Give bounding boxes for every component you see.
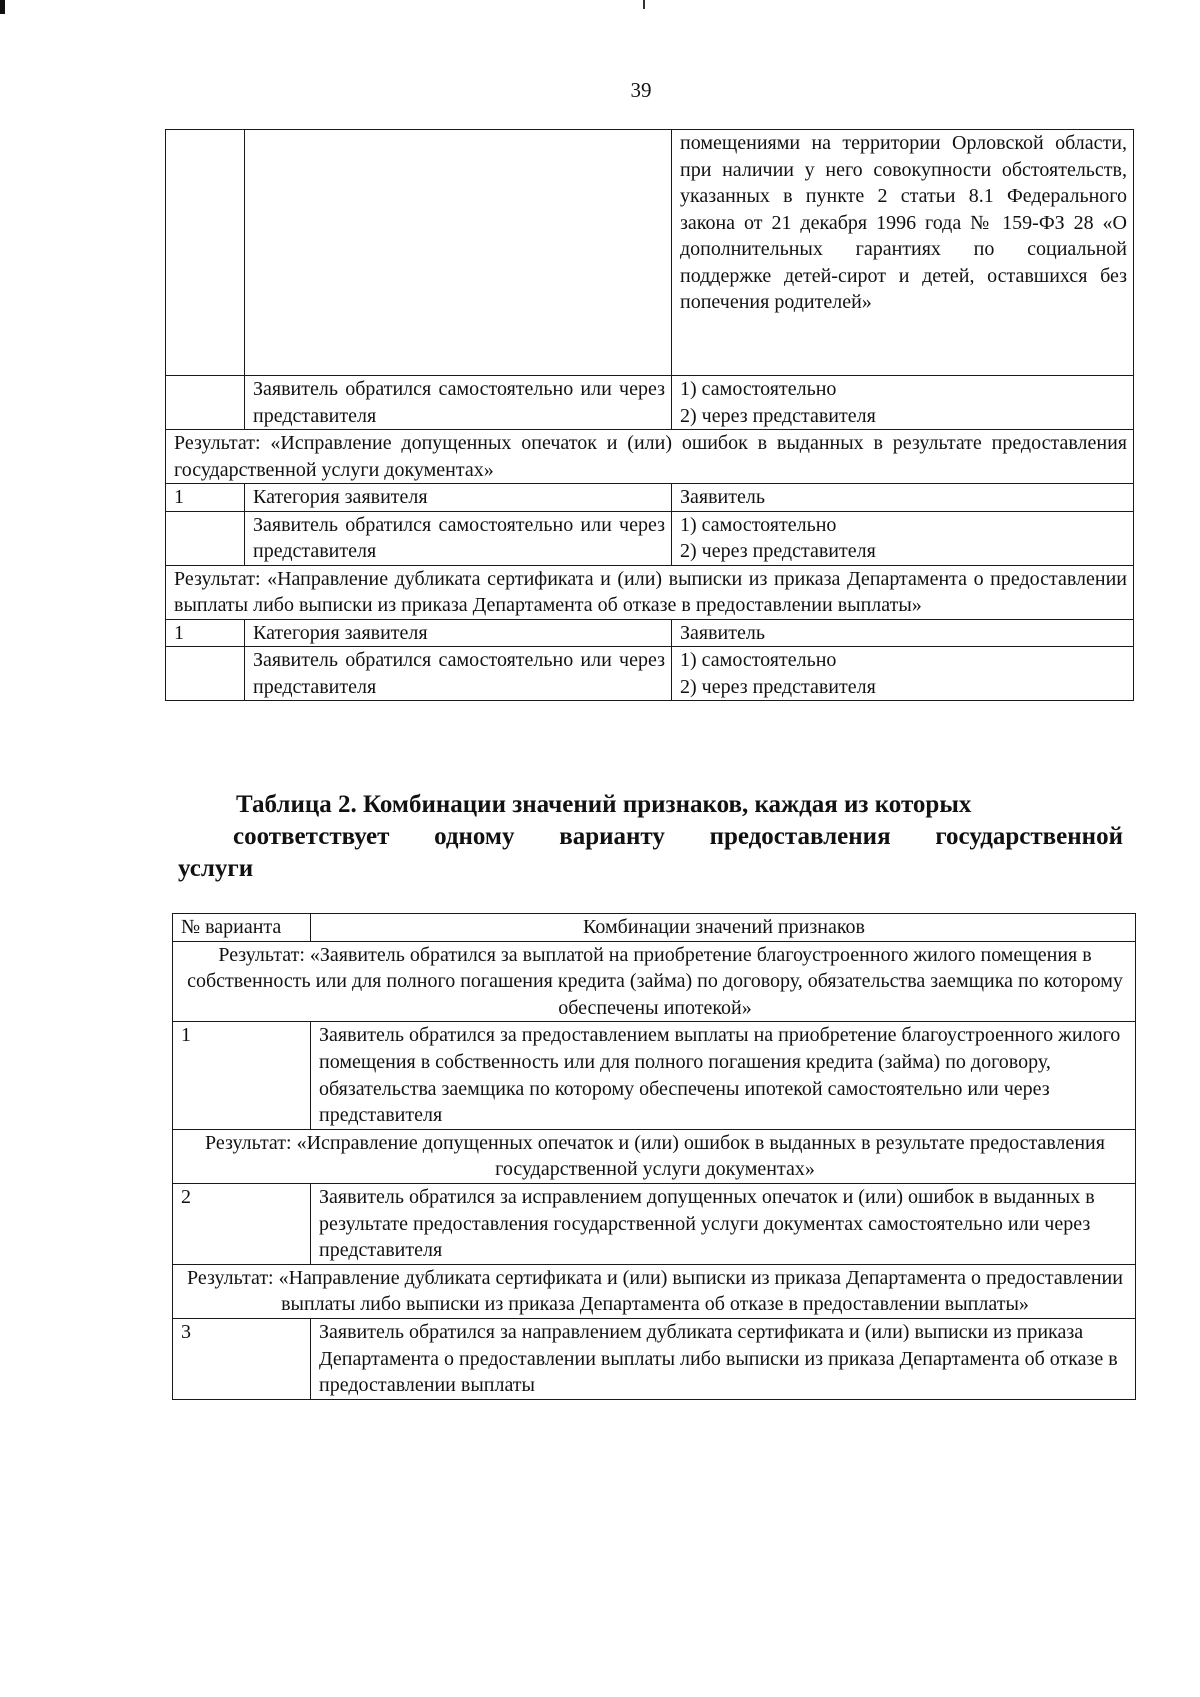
criteria-value-cell bbox=[672, 511, 1134, 565]
row-number-cell: 1 bbox=[166, 619, 245, 647]
criteria-value-cell: Заявитель bbox=[672, 484, 1134, 512]
table-row bbox=[166, 647, 1134, 701]
result-row: Результат: «Направление дубликата сертификата и (или) выписки из приказа Департамента о предоставлении выплаты либо выписки из приказа Департамента об отказе в предоставлении выплаты» bbox=[173, 1264, 1136, 1318]
page-number: 39 bbox=[630, 78, 652, 102]
scan-mark bbox=[643, 0, 645, 9]
criteria-value-cell: помещениями на территории Орловской области, при наличии у него совокупности обстоятельств, указанных в пункте 2 статьи 8.1 Федерального закона от 21 декабря 1996 года № 159-ФЗ 28 «О дополнительных гарантиях по социальной поддержке детей-сирот и детей, оставшихся без попечения родителей» bbox=[672, 130, 1134, 376]
title-line: Таблица 2. Комбинации значений признаков, каждая из которых bbox=[236, 791, 972, 818]
table-row bbox=[173, 1022, 1136, 1129]
criteria-value-cell bbox=[672, 376, 1134, 430]
table-row bbox=[166, 430, 1134, 484]
combination-cell: Заявитель обратился за направлением дубликата сертификата и (или) выписки из приказа Департамента о предоставлении выплаты либо выписки из приказа Департамента об отказе в предоставлении выплаты bbox=[311, 1318, 1136, 1399]
combination-cell: Заявитель обратился за исправлением допущенных опечаток и (или) ошибок в выданных в результате предоставления государственной услуги документах самостоятельно или через представителя bbox=[311, 1183, 1136, 1264]
header-variant-number: № варианта bbox=[173, 914, 311, 942]
criteria-name-cell: Заявитель обратился самостоятельно или через представителя bbox=[245, 376, 672, 430]
table-row bbox=[173, 941, 1136, 1022]
variant-combinations-table bbox=[172, 913, 1136, 1400]
combination-cell: Заявитель обратился за предоставлением выплаты на приобретение благоустроенного жилого помещения в собственность или для полного погашения кредита (займа) по договору, обязательства заемщика по которому обеспечены ипотекой самостоятельно или через представителя bbox=[311, 1022, 1136, 1129]
row-number-cell bbox=[166, 376, 245, 430]
result-row: Результат: «Заявитель обратился за выплатой на приобретение благоустроенного жилого помещения в собственность или для полного погашения кредита (займа) по договору, обязательства заемщика по которому обеспечены ипотекой» bbox=[173, 941, 1136, 1022]
variants-criteria-table-continued bbox=[165, 129, 1134, 701]
result-row: Результат: «Исправление допущенных опечаток и (или) ошибок в выданных в результате предоставления государственной услуги документах» bbox=[166, 430, 1134, 484]
variant-number-cell: 2 bbox=[173, 1183, 311, 1264]
table-cell bbox=[166, 130, 245, 376]
title-line: соответствует одному варианту предоставления государственной bbox=[233, 823, 1123, 850]
criteria-name-cell: Категория заявителя bbox=[245, 484, 672, 512]
criteria-name-cell: Заявитель обратился самостоятельно или через представителя bbox=[245, 647, 672, 701]
value-option: 2) через представителя bbox=[680, 404, 876, 427]
value-option: 2) через представителя bbox=[680, 540, 876, 562]
table-row bbox=[173, 1264, 1136, 1318]
value-option: 2) через представителя bbox=[680, 675, 876, 698]
criteria-name-cell: Заявитель обратился самостоятельно или через представителя bbox=[245, 511, 672, 565]
table-row bbox=[166, 619, 1134, 647]
value-option: 1) самостоятельно bbox=[680, 649, 837, 671]
value-option: 1) самостоятельно bbox=[680, 378, 837, 400]
value-option: 1) самостоятельно bbox=[680, 513, 837, 536]
table-row bbox=[166, 565, 1134, 619]
criteria-value-cell bbox=[672, 647, 1134, 701]
variant-number-cell: 3 bbox=[173, 1318, 311, 1399]
table-row bbox=[166, 130, 1134, 376]
result-row: Результат: «Направление дубликата сертификата и (или) выписки из приказа Департамента о предоставлении выплаты либо выписки из приказа Департамента об отказе в предоставлении выплаты» bbox=[166, 565, 1134, 619]
scan-mark bbox=[0, 0, 5, 14]
result-row: Результат: «Исправление допущенных опечаток и (или) ошибок в выданных в результате предоставления государственной услуги документах» bbox=[173, 1129, 1136, 1183]
table-cell bbox=[245, 130, 672, 376]
variant-number-cell: 1 bbox=[173, 1022, 311, 1129]
table-row bbox=[173, 1129, 1136, 1183]
title-line: услуги bbox=[178, 855, 254, 882]
table-header-row bbox=[173, 914, 1136, 942]
table-row bbox=[173, 1318, 1136, 1399]
row-number-cell: 1 bbox=[166, 484, 245, 512]
table-row bbox=[166, 484, 1134, 512]
table-row bbox=[166, 376, 1134, 430]
criteria-name-cell: Категория заявителя bbox=[245, 619, 672, 647]
criteria-value-cell: Заявитель bbox=[672, 619, 1134, 647]
table-2-title bbox=[178, 789, 1123, 885]
row-number-cell bbox=[166, 511, 245, 565]
header-combinations: Комбинации значений признаков bbox=[311, 914, 1136, 942]
table-row bbox=[173, 1183, 1136, 1264]
row-number-cell bbox=[166, 647, 245, 701]
table-row bbox=[166, 511, 1134, 565]
